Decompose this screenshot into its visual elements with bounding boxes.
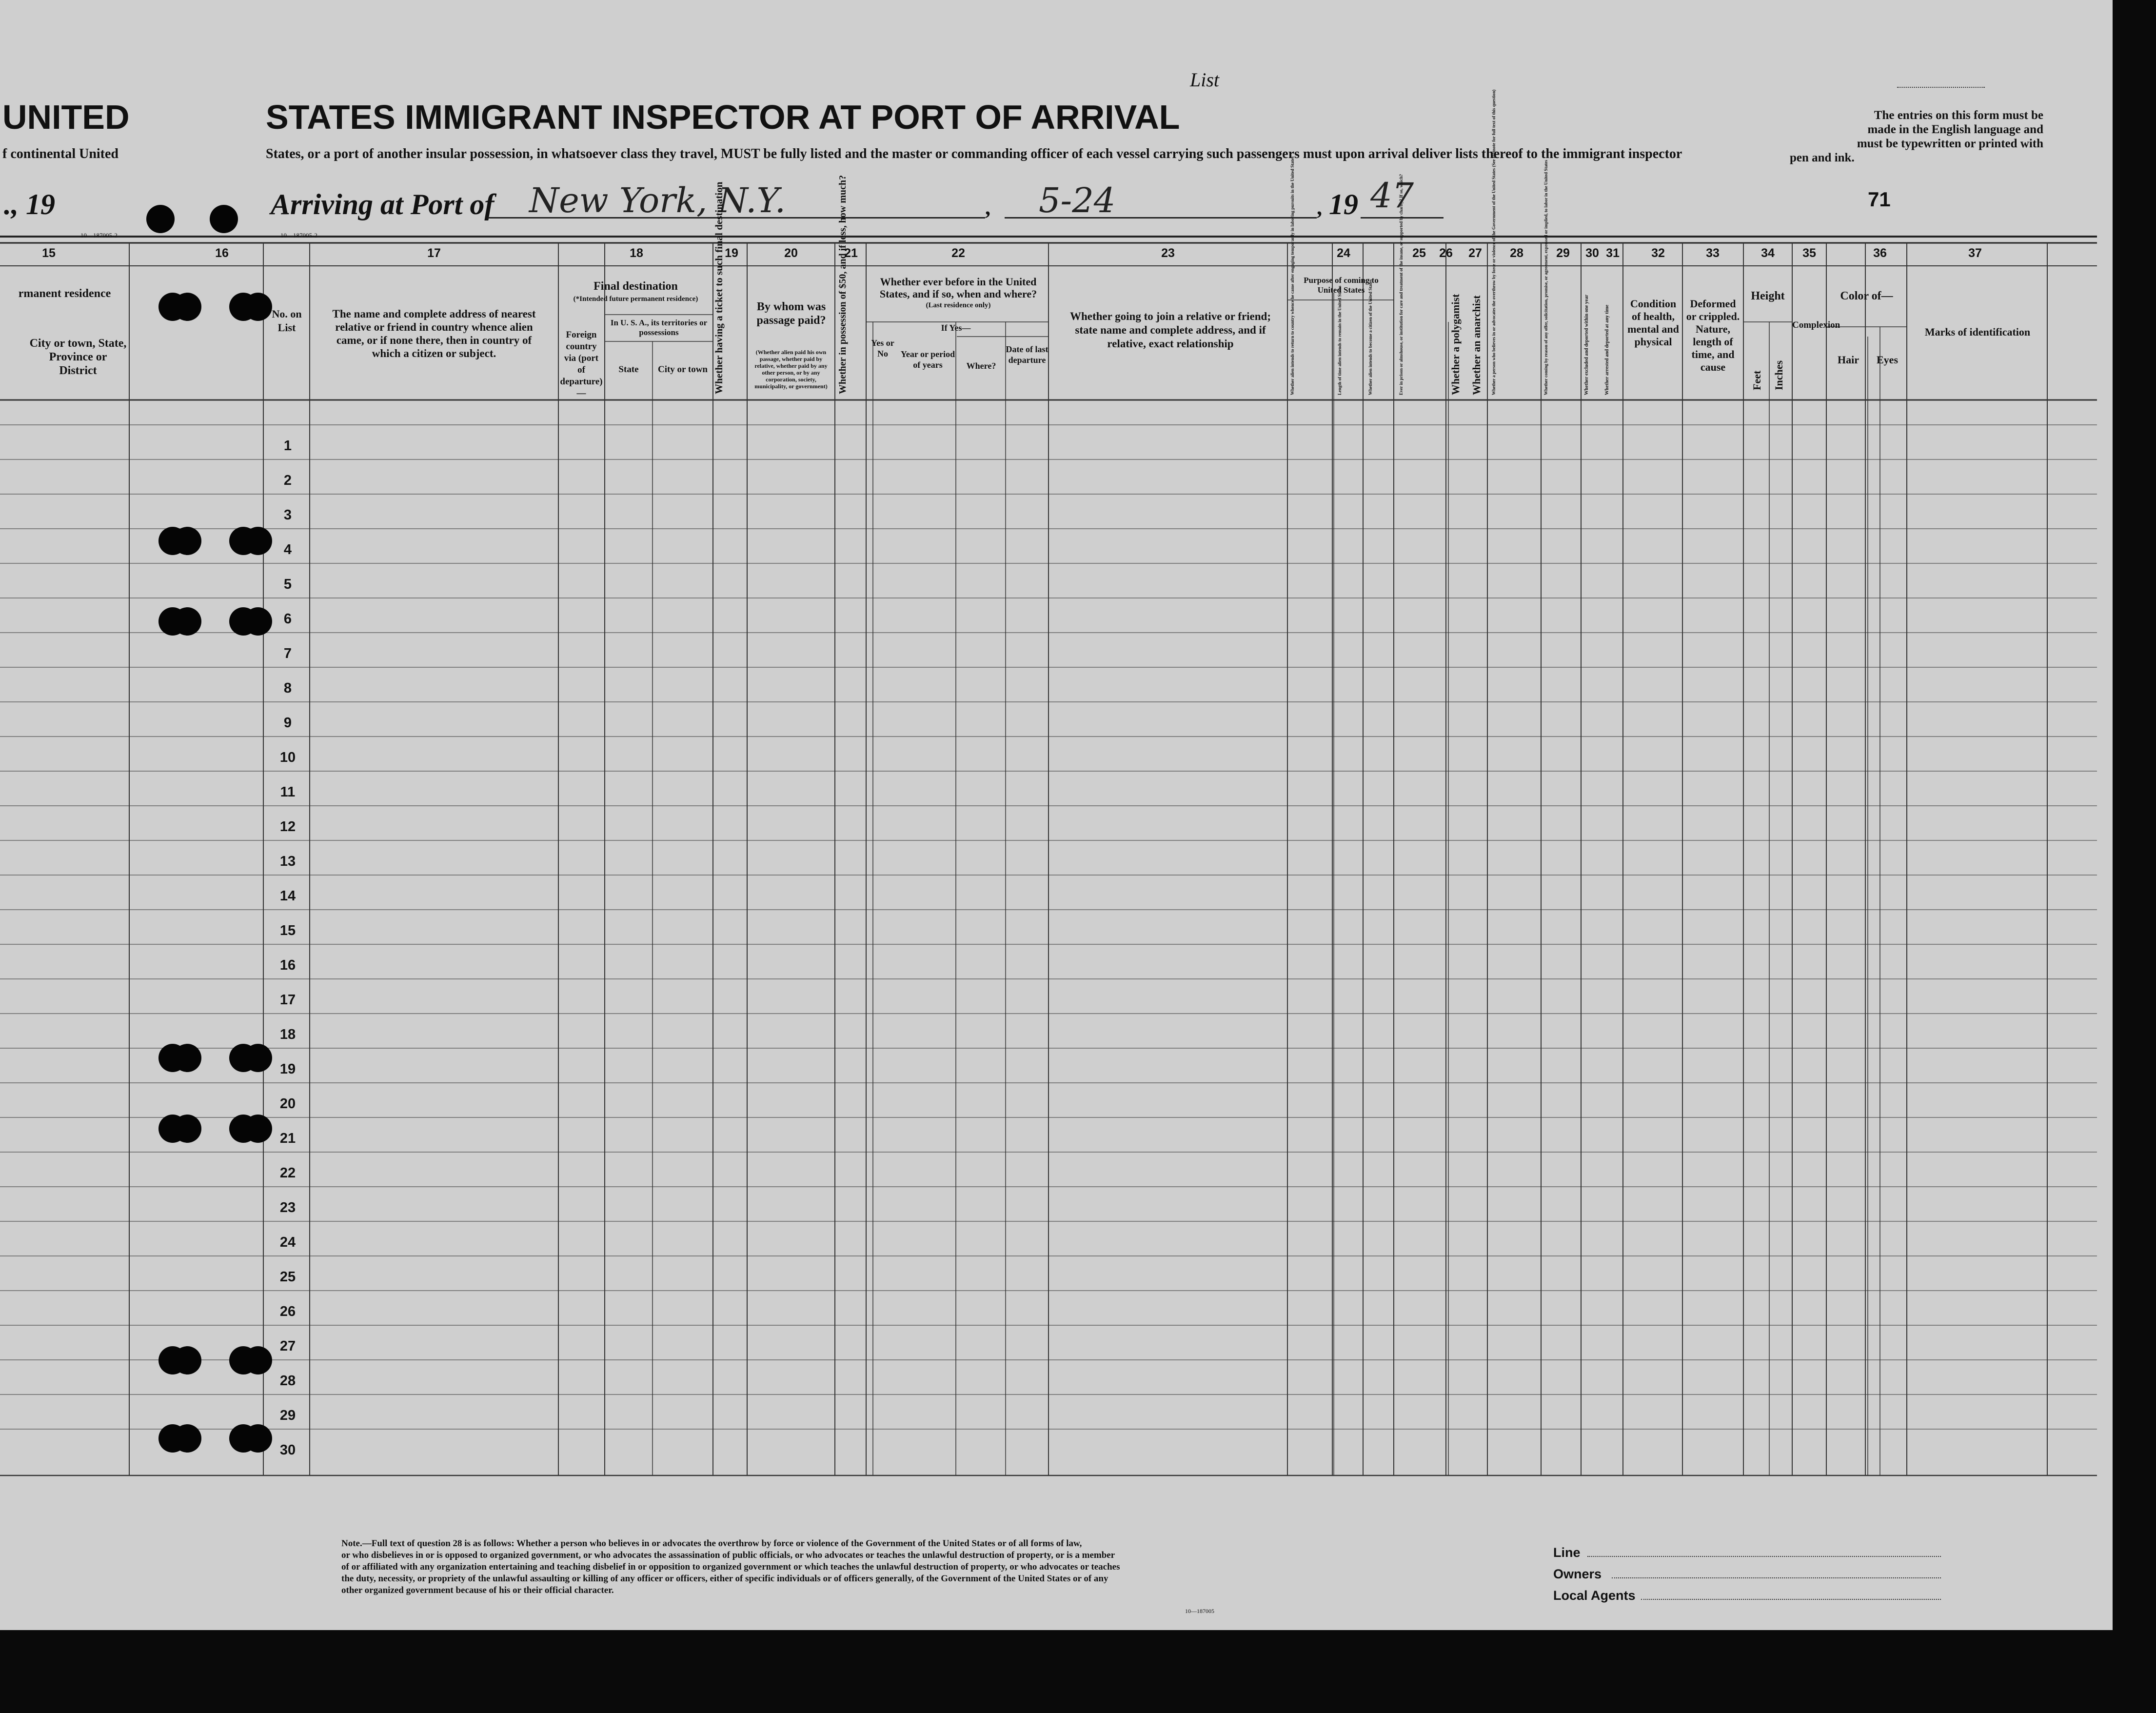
col-18-heading: Final destination xyxy=(593,280,678,293)
col-22-yesno: Yes or No xyxy=(871,338,894,359)
form-code-bottom: 10—187005 xyxy=(1185,1608,1214,1614)
col-34-heading: Height xyxy=(1751,290,1785,302)
col-20-heading: By whom was passage paid? xyxy=(756,300,826,327)
row-number: 15 xyxy=(279,923,296,938)
instructions: The entries on this form must be made in the English language and must be typewritten or printed with pen and ink. xyxy=(1790,109,2043,164)
column-number-23: 23 xyxy=(1161,246,1175,260)
punch-hole xyxy=(244,1044,272,1072)
punch-hole xyxy=(146,205,175,233)
col-18-foreign: Foreign country via (port of departure)— xyxy=(560,330,603,398)
column-number-15: 15 xyxy=(42,246,56,260)
row-number: 3 xyxy=(283,507,292,523)
arriving-label: Arriving at Port of xyxy=(271,188,494,220)
row-number: 16 xyxy=(279,957,296,973)
row-number: 7 xyxy=(283,646,292,661)
row-number: 8 xyxy=(283,680,292,696)
col-27-heading: Whether an anarchist xyxy=(1470,295,1483,395)
port-handwritten: New York, N.Y. xyxy=(529,180,786,220)
row-number: 9 xyxy=(283,715,292,731)
column-number-36: 36 xyxy=(1873,246,1887,260)
local-agents-label: Local Agents xyxy=(1553,1588,1636,1603)
year-prefix: 19 xyxy=(1329,188,1358,220)
col-22-year: Year or period of years xyxy=(900,349,955,370)
punch-hole xyxy=(173,1044,201,1072)
column-number-17: 17 xyxy=(427,246,441,260)
col-24-sub1: Whether alien intends to return to country whence he came after engaging temporarily in laboring pursuits in the United States xyxy=(1290,156,1295,395)
row-number: 22 xyxy=(279,1165,296,1181)
column-number-20: 20 xyxy=(784,246,798,260)
owners-label: Owners xyxy=(1553,1567,1602,1581)
col-33-heading: Deformed or crippled. Nature, length of time, and cause xyxy=(1686,298,1740,373)
date-handwritten: 5-24 xyxy=(1039,180,1116,220)
subtitle-left: f continental United xyxy=(2,146,119,161)
form-subtitle: States, or a port of another insular possession, in whatsoever class they travel, MUST be fully listed and the master or commanding officer of each vessel carrying such passengers must upon arrival deliver lists thereof to the immigrant inspector xyxy=(266,146,1682,161)
column-number-22: 22 xyxy=(951,246,965,260)
col-22-note: (Last residence only) xyxy=(926,301,991,309)
col-18-usa: In U. S. A., its territories or possessions xyxy=(610,318,708,337)
row-number: 1 xyxy=(283,438,292,454)
col-18-note: (*Intended future permanent residence) xyxy=(573,295,698,303)
column-number-32: 32 xyxy=(1651,246,1665,260)
column-number-27: 27 xyxy=(1468,246,1482,260)
col-24-heading: Purpose of coming to United States xyxy=(1304,276,1379,295)
col-24-sub3: Whether alien intends to become a citizen of the United States xyxy=(1368,279,1373,395)
col-26-heading: Whether a polygamist xyxy=(1449,294,1462,395)
column-number-16: 16 xyxy=(215,246,229,260)
column-number-25: 25 xyxy=(1412,246,1426,260)
col-18-state: State xyxy=(618,364,639,375)
col-21-heading: Whether in possession of $50, and if less, how much? xyxy=(837,175,848,394)
col-16-heading: No. on List xyxy=(272,308,302,334)
column-number-19: 19 xyxy=(725,246,738,260)
col-25-heading: Ever in prison or almshouse, or institution for care and treatment of the insane, or supported by charity? If so, which? xyxy=(1399,174,1404,395)
col-22-where: Where? xyxy=(966,361,996,371)
col-35-heading: Complexion xyxy=(1792,320,1840,330)
list-label: List xyxy=(1190,69,1220,91)
column-number-35: 35 xyxy=(1802,246,1816,260)
punch-hole xyxy=(244,607,272,636)
column-number-24: 24 xyxy=(1337,246,1350,260)
col-15-sub: City or town, State, Province or District xyxy=(29,337,127,377)
year-handwritten: 47 xyxy=(1370,176,1414,216)
col-22-ifyes: If Yes— xyxy=(941,323,971,333)
row-number: 24 xyxy=(279,1235,296,1250)
col-37-heading: Marks of identification xyxy=(1924,326,2031,338)
column-number-34: 34 xyxy=(1761,246,1775,260)
line-label: Line xyxy=(1553,1545,1581,1560)
punch-hole xyxy=(173,293,201,321)
row-number: 21 xyxy=(279,1131,296,1146)
column-number-28: 28 xyxy=(1510,246,1523,260)
col-30-heading: Whether excluded and deported within one year xyxy=(1584,295,1589,395)
col-31-heading: Whether arrested and deported at any time xyxy=(1604,304,1610,395)
col-20-note: (Whether alien paid his own passage, whether paid by relative, whether paid by any other person, or by any corporation, society, municipality, or government) xyxy=(754,349,828,390)
column-number-29: 29 xyxy=(1556,246,1570,260)
punch-hole xyxy=(173,527,201,555)
col-36-heading: Color of— xyxy=(1840,290,1893,302)
row-number: 30 xyxy=(279,1442,296,1458)
punch-hole xyxy=(210,205,238,233)
col-22-heading: Whether ever before in the United States, and if so, when and where? xyxy=(879,276,1037,300)
column-number-26: 26 xyxy=(1439,246,1453,260)
punch-hole xyxy=(173,607,201,636)
punch-hole xyxy=(244,1346,272,1374)
punch-hole xyxy=(173,1346,201,1374)
row-number: 19 xyxy=(279,1061,296,1077)
col-17-heading: The name and complete address of nearest relative or friend in country whence alien came, or if none there, then in country of which a citizen or subject. xyxy=(332,308,536,359)
row-number: 23 xyxy=(279,1200,296,1215)
column-number-21: 21 xyxy=(844,246,858,260)
col-32-heading: Condition of health, mental and physical xyxy=(1627,298,1679,348)
punch-hole xyxy=(173,1424,201,1453)
row-number: 12 xyxy=(279,819,296,835)
column-number-33: 33 xyxy=(1706,246,1720,260)
row-number: 29 xyxy=(279,1408,296,1423)
row-number: 26 xyxy=(279,1304,296,1319)
column-number-37: 37 xyxy=(1968,246,1982,260)
row-number: 6 xyxy=(283,611,292,627)
col-24-sub2: Length of time alien intends to remain in the United States xyxy=(1337,285,1342,395)
col-15-heading: rmanent residence xyxy=(18,287,111,300)
column-number-18: 18 xyxy=(630,246,643,260)
manifest-sheet: List UNITED STATES IMMIGRANT INSPECTOR AT PORT OF ARRIVAL f continental United States, or a port of another insular possession, in whatsoever class they travel, MUST be fully listed and the master or commanding officer of each vessel carrying such passengers must upon arrival deliver lists thereof to the immigrant inspector The entries on this form must be made in the English language and must be typewritten or printed with pen and ink. ., 19 Arriving at Port of New York, N.Y. , 5-24 , 19 47 71 10—187005-2 10—187005-2 15 16 17 18 19 20 21 22 23 24 25 26 27 28 29 30 31 32 33 34 35 36 37 rmanent residence City or town, State, Province or District No. on List The name and complete address of nearest relative or friend in country whence alien came, or if none there, then in country of which a citizen or subject. Final destination (*Intended future permanent residence) Foreign country via (port of departure)— In U. S. A., its territories or possessions State City or town Whether having a ticket to such final destination By whom was passage paid? (Whether alien paid his own passage, whether paid by relative, whether paid by any other person, or by any corporation, society, municipality, or government) Whether in possession of $50, and if less, how much? Whether ever before in the United States, and if so, when and where? (Last residence only) Yes or No If Yes— Year or period of years Where? Date of last departure Whether going to join a relative or friend; state name and complete address, and if relative, exact relationship Purpose of coming to United States Whether alien intends to return to country whence he came after engaging temporarily in laboring pursuits in the United States Length of time alien intends to remain in the United States Whether alien intends to become a citizen of the United States Ever in prison or almshouse, or institution for care and treatment of the insane, or supported by charity? If so, which? Whether a polygamist Whether an anarchist Whether a person who believes in or advocates the overthrow by force or violence of the Government of the United States (See footnote for full text of this question) Whether coming by reason of any offer, solicitation, promise, or agreement, expressed or implied, to labor in the United States Whether excluded and deported within one year Whether arrested and deported at any time Condition of health, mental and physical Deformed or crippled. Nature, length of time, and cause Height Feet Inches Complexion Color of— Hair Eyes Marks of identification 1 2 3 4 5 6 7 8 9 10 11 12 13 14 15 16 17 18 19 20 21 22 23 24 25 26 27 28 29 30 Note.—Full text of question 28 is as follows: Whether a person who believes in or advocates the overthrow by force or violence of the Government of the United States or of all forms of law, or who disbelieves in or is opposed to organized government, or who advocates the assassination of public officials, or who advocates or teaches the unlawful destruction of property, or is a member of or affiliated with any organization entertaining and teaching disbelief in or opposition to organized government or which teaches the unlawful destruction of property, or who advocates or teaches the duty, necessity, or propriety of the unlawful assaulting or killing of any officer or officers, either of specific individuals or of officers generally, of the Government of the United States or of any other organized government because of his or their official character. 10—187005 Line Owners Local Agents xyxy=(0,0,2113,1630)
col-23-heading: Whether going to join a relative or friend; state name and complete address, and if relative, exact relationship xyxy=(1069,310,1271,350)
form-title: STATES IMMIGRANT INSPECTOR AT PORT OF ARRIVAL xyxy=(266,98,1180,136)
row-number: 5 xyxy=(283,577,292,592)
title-left: UNITED xyxy=(2,98,130,136)
row-number: 27 xyxy=(279,1338,296,1354)
row-number: 18 xyxy=(279,1027,296,1042)
row-number: 14 xyxy=(279,888,296,904)
col-18-city: City or town xyxy=(657,364,708,375)
form-code-mid: 10—187005-2 xyxy=(280,232,317,239)
year-prefix-left: ., 19 xyxy=(4,188,55,220)
column-number-31: 31 xyxy=(1606,246,1620,260)
col-36-eyes: Eyes xyxy=(1877,354,1898,366)
row-number: 13 xyxy=(279,854,296,869)
row-number: 20 xyxy=(279,1096,296,1112)
row-number: 4 xyxy=(283,542,292,558)
punch-hole xyxy=(244,1424,272,1453)
page-number: 71 xyxy=(1868,188,1891,211)
punch-hole xyxy=(244,527,272,555)
row-number: 11 xyxy=(280,784,296,800)
row-number: 10 xyxy=(279,750,296,765)
col-29-heading: Whether coming by reason of any offer, solicitation, promise, or agreement, expressed or implied, to labor in the United States xyxy=(1543,159,1548,395)
col-19-heading: Whether having a ticket to such final destination xyxy=(713,181,725,394)
form-code-left: 10—187005-2 xyxy=(80,232,118,239)
col-34-feet: Feet xyxy=(1751,370,1763,390)
col-34-inches: Inches xyxy=(1773,360,1785,390)
punch-hole xyxy=(244,1115,272,1143)
punch-hole xyxy=(173,1115,201,1143)
footnote: Note.—Full text of question 28 is as follows: Whether a person who believes in or advocates the overthrow by force or violence of the Government of the United States or of all forms of law, or who disbelieves in or is opposed to organized government, or who advocates the assassination of public officials, or who advocates or teaches the unlawful destruction of property, or is a member of or affiliated with any organization entertaining and teaching disbelief in or opposition to organized government or which teaches the unlawful destruction of property, or who advocates or teaches the duty, necessity, or propriety of the unlawful assaulting or killing of any officer or officers, either of specific individuals or of officers generally, of the Government of the United States or of any other organized government because of his or their official character. xyxy=(341,1538,1120,1595)
col-36-hair: Hair xyxy=(1838,354,1859,366)
col-28-heading: Whether a person who believes in or advocates the overthrow by force or violence of the Government of the United States (See footnote for full text of this question) xyxy=(1491,89,1496,395)
row-number: 2 xyxy=(283,473,292,488)
row-number: 28 xyxy=(279,1373,296,1389)
row-number: 25 xyxy=(279,1269,296,1285)
row-number: 17 xyxy=(279,992,296,1008)
column-number-30: 30 xyxy=(1585,246,1599,260)
col-22-date: Date of last departure xyxy=(1006,344,1048,365)
